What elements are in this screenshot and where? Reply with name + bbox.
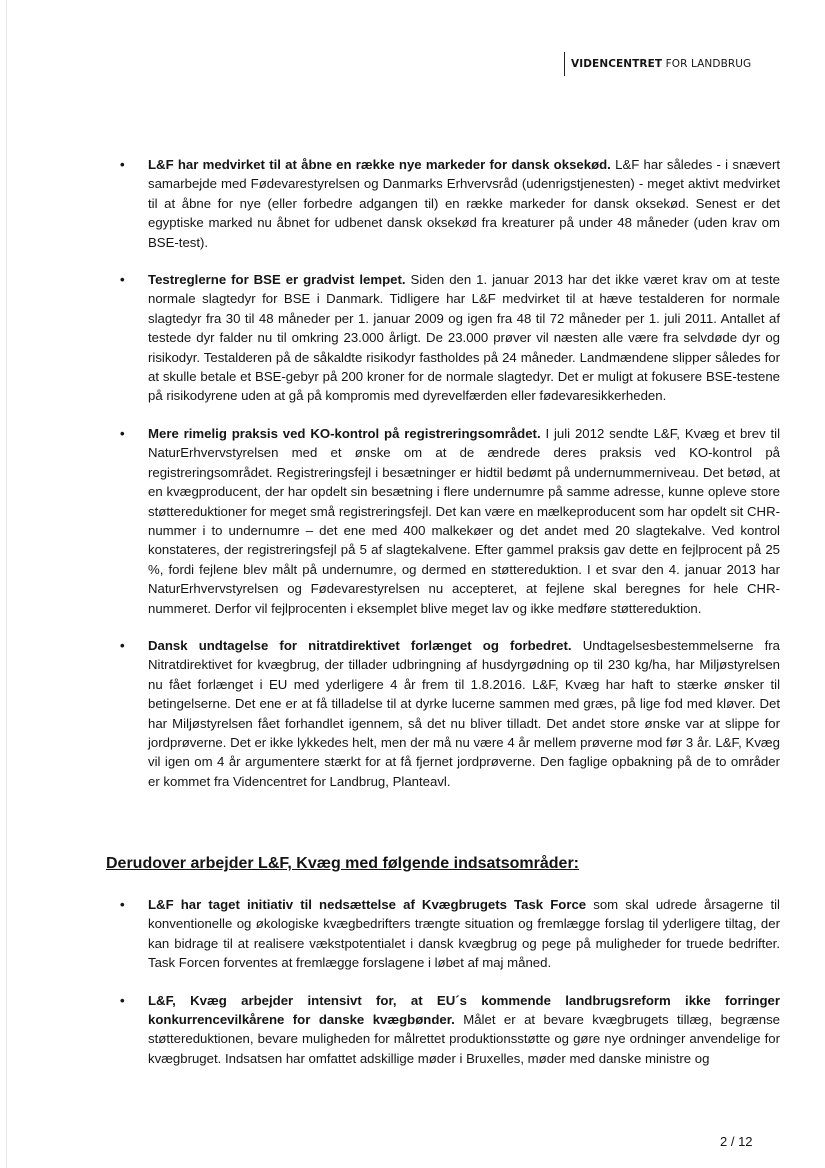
bullet-icon: • [120, 637, 125, 653]
scan-margin-line [6, 0, 7, 1168]
bullet-icon: • [120, 897, 125, 912]
page-header [564, 52, 751, 76]
bullet-lead: L&F har taget initiativ til nedsættelse af Kvægbrugets Task Force [148, 897, 587, 912]
header-org-bold: VIDENCENTRET [571, 58, 663, 70]
bullet-text: I juli 2012 sendte L&F, Kvæg et brev til NaturErhvervstyrelsen med et ønske om at de ændrede deres praksis ved KO-kontrol på registreringsområdet. Registreringsfejl i besætninger er hidtil bedømt på undernummerniveau. Det betød, at en kvægproducent, der har opdelt sin besætning i flere undernumre på samme adresse, kunne opleve store støttereduktioner for meget små registreringsfejl. Det kan være en mælkeproducent som har opdelt sit CHR-nummer i to undernumre – det ene med 400 malkekøer og det andet med 20 slagtekalve. Ved kontrol konstateres, der registreringsfejl på 5 af slagtekalvene. Efter gammel praksis gav dette en fejlprocent på 25 %, fordi fejlene blev målt på undernumre, og dermed en støttereduktion. I et svar den 4. januar 2013 har NaturErhvervstyrelsen og Fødevarestyrelsen nu accepteret, at fejlene skal beregnes for hele CHR-nummeret. Derfor vil fejlprocenten i eksemplet blive meget lav og ikke medføre støttereduktion. [148, 425, 781, 616]
bullet-icon: • [120, 157, 125, 172]
bullet-icon: • [120, 425, 125, 441]
bullet-lead: Mere rimelig praksis ved KO-kontrol på registreringsområdet. [148, 425, 541, 441]
bullet-list-top [120, 155, 780, 791]
bullet-new-markets [120, 155, 780, 252]
bullet-list-bottom [120, 895, 780, 1068]
bullet-icon: • [120, 272, 125, 288]
bullet-nitrate-directive [120, 636, 780, 791]
bullet-text: Siden den 1. januar 2013 har det ikke været krav om at teste normale slagtedyr for BSE i Danmark. Tidligere har L&F medvirket til at hæve testalderen for normale slagtedyr fra 30 til 48 måneder per 1. januar 2009 og igen fra 48 til 72 måneder per 1. juli 2011. Antallet af testede dyr falder nu til omkring 23.000 årligt. De 23.000 prøver vil næsten alle være fra selvdøde dyr og risikodyr. Testalderen på de såkaldte risikodyr fastholdes på 24 måneder. Landmændene slipper således for at skulle betale et BSE-gebyr på 200 kroner for de normale slagtedyr. Det er muligt at fokusere BSE-testene på risikodyrene uden at gå på kompromis med dyrevelfærden eller fødevaresikkerheden. [148, 272, 780, 404]
bullet-lead: Testreglerne for BSE er gradvist lempet. [148, 272, 406, 288]
bullet-text: som skal udrede årsagerne til konventionelle og økologiske kvægbedrifters trængte situation og fremlægge forslag til yderligere tiltag, der kan bidrage til at realisere vækstpotentialet i dansk kvægbrug og pege på muligheder for truede bedrifter. Task Forcen forventes at fremlægge forslagene i løbet af maj måned. [148, 897, 780, 971]
bullet-bse-testing [120, 270, 780, 406]
bullet-lead: L&F har medvirket til at åbne en række nye markeder for dansk oksekød. [148, 157, 611, 172]
header-org-rest: FOR LANDBRUG [665, 58, 752, 70]
page-number: 2 / 12 [720, 1134, 753, 1149]
bullet-text: L&F har således - i snævert samarbejde med Fødevarestyrelsen og Danmarks Erhvervsråd (udenrigstjenesten) - meget aktivt medvirket til at åbne for nye (eller forbedre adgangen til) en række markeder for dansk oksekød. Senest er det egyptiske marked nu åbnet for udbenet dansk oksekød fra kreaturer på under 48 måneder (uden krav om BSE-test). [148, 157, 780, 250]
bullet-ko-control [120, 424, 780, 618]
bullet-icon: • [120, 992, 125, 1008]
bullet-task-force [120, 895, 780, 973]
section-heading: Derudover arbejder L&F, Kvæg med følgende indsatsområder: [106, 855, 579, 872]
bullet-lead: L&F, Kvæg arbejder intensivt for, at EU´s kommende landbrugsreform ikke forringer konkurrencevilkårene for danske kvægbønder. [148, 992, 780, 1028]
bullet-text: Målet er at bevare kvægbrugets tillæg, begrænse støttereduktionen, bevare muligheden for målrettet produktionsstøtte og gøre nye ordninger anvendelige for kvægbruget. Indsatsen har omfattet adskillige møder i Bruxelles, møder med danske ministre og [148, 1012, 780, 1066]
bullet-eu-reform [120, 991, 780, 1069]
bullet-text: Undtagelsesbestemmelserne fra Nitratdirektivet for kvægbrug, der tillader udbringning af husdyrgødning op til 230 kg/ha, har Miljøstyrelsen nu fået forlænget i EU med yderligere 4 år frem til 1.8.2016. L&F, Kvæg har haft to stærke ønsker til betingelserne. Det ene er at få tilladelse til at dyrke lucerne sammen med græs, på lige fod med kløver. Det har Miljøstyrelsen fået forhandlet igennem, så det nu bliver tilladt. Det andet store ønske var at slippe for jordprøverne. Det er ikke lykkedes helt, men der må nu være 4 år mellem prøverne mod før 3 år. L&F, Kvæg vil igen om 4 år argumentere stærkt for at få fjernet jordprøverne. Den faglige opbakning på de to områder er kommet fra Videncentret for Landbrug, Planteavl. [148, 637, 780, 789]
bullet-lead: Dansk undtagelse for nitratdirektivet forlænget og forbedret. [148, 637, 572, 653]
